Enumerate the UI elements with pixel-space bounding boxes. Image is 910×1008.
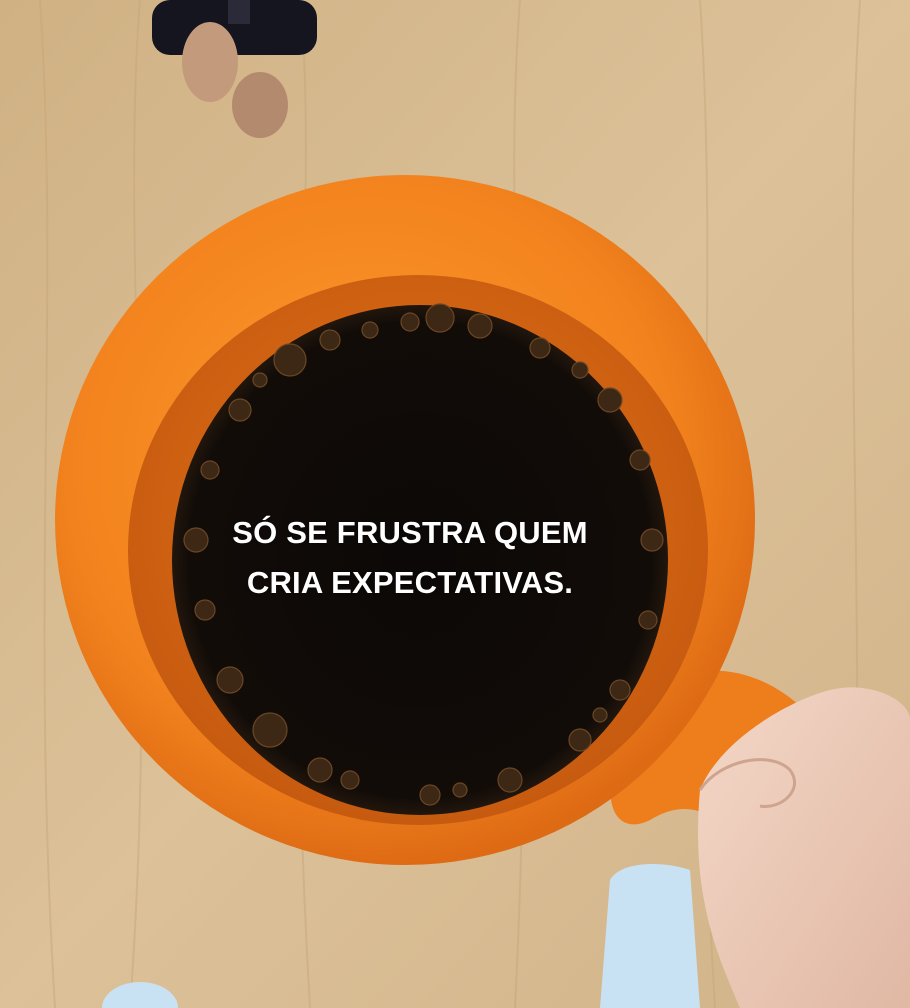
caption-line-2: CRIA EXPECTATIVAS. — [246, 565, 574, 600]
story-caption — [160, 508, 660, 608]
caption-line-1: SÓ SE FRUSTRA QUEM — [232, 515, 588, 550]
sock-right — [600, 864, 700, 1008]
